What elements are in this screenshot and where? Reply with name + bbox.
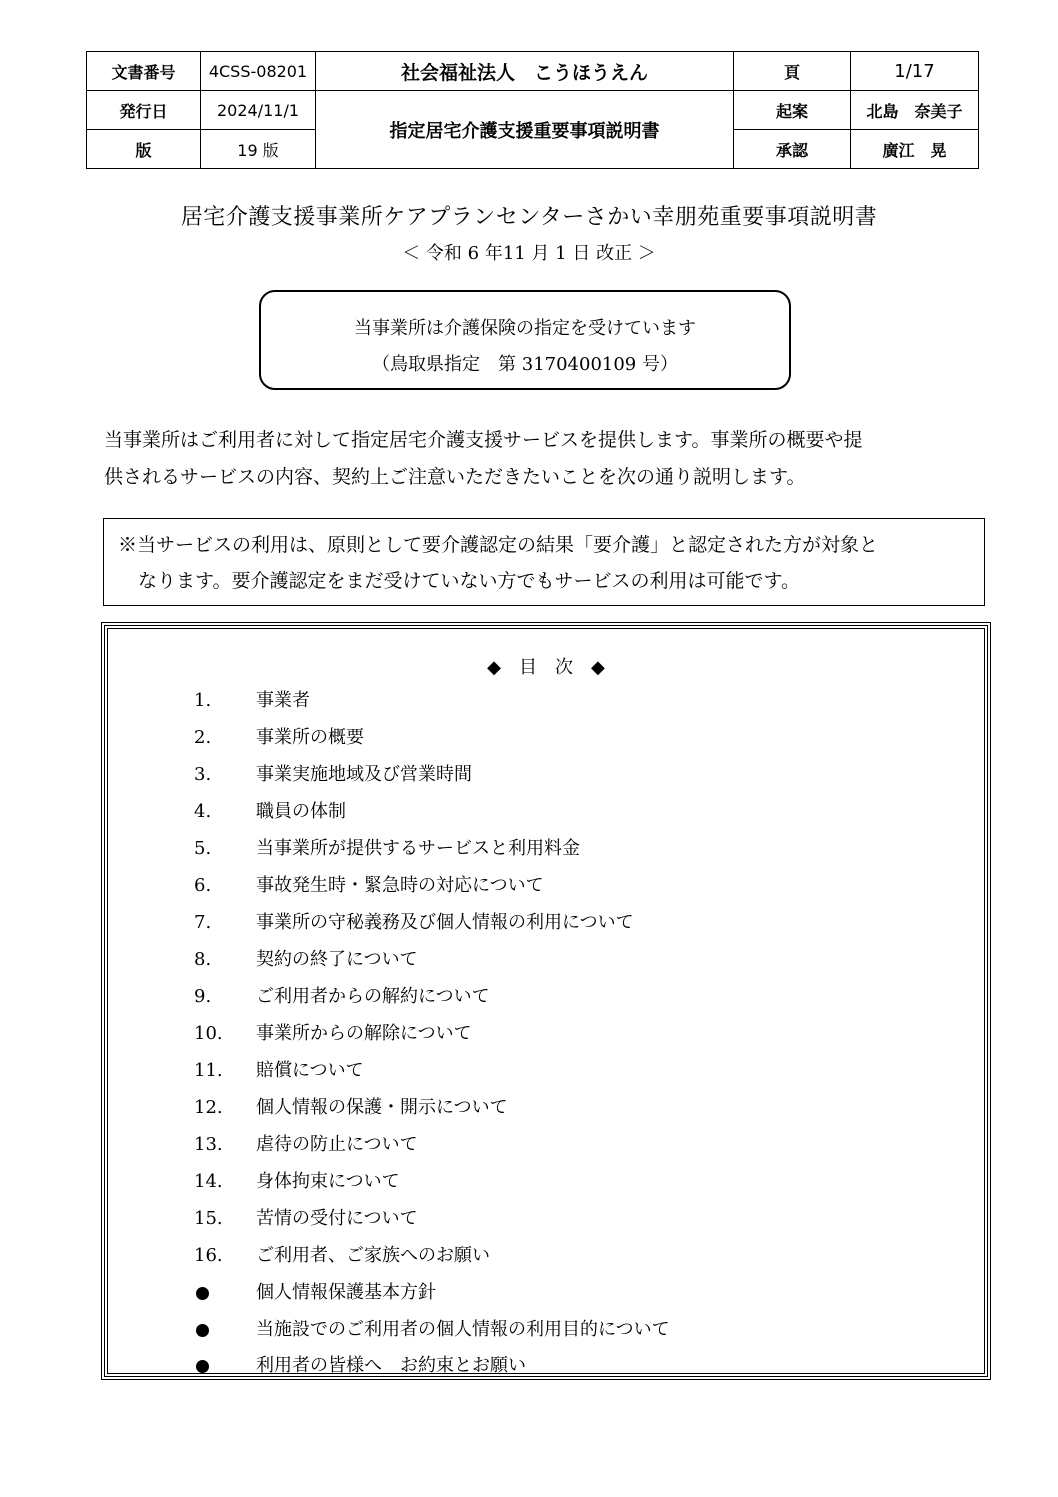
toc-bullet-label: 当施設でのご利用者の個人情報の利用目的について (256, 1319, 670, 1340)
toc-item-number: 7. (194, 912, 212, 933)
toc-item-number: 6. (194, 875, 212, 896)
document-header-table (86, 51, 979, 169)
toc-item-label: 事業実施地域及び営業時間 (256, 764, 472, 785)
toc-item-number: 1. (194, 690, 212, 711)
toc-item-number: 10. (194, 1023, 223, 1044)
toc-item-number: 4. (194, 801, 212, 822)
note-box (103, 518, 985, 606)
bullet-icon (194, 1351, 244, 1383)
toc-item-number: 13. (194, 1134, 223, 1155)
toc-item-number: 12. (194, 1097, 223, 1118)
document-title: 居宅介護支援事業所ケアプランセンターさかい幸朋苑重要事項説明書 (180, 205, 878, 230)
document-name: 指定居宅介護支援重要事項説明書 (316, 91, 734, 169)
toc-item-label: ご利用者からの解約について (256, 986, 490, 1007)
toc-item-number: 15. (194, 1208, 223, 1229)
toc-item-number: 16. (194, 1245, 223, 1266)
revision-date: ＜ 令和 6 年11 月 1 日 改正 ＞ (402, 243, 656, 264)
edition-label: 版 (87, 130, 201, 169)
intro-paragraph (104, 422, 974, 496)
toc-item-number: 14. (194, 1171, 223, 1192)
toc-item-number: 2. (194, 727, 212, 748)
toc-item-number: 3. (194, 764, 212, 785)
page-value: 1/17 (851, 52, 979, 91)
drafter-value: 北島 奈美子 (851, 91, 979, 130)
toc-item-label: 身体拘束について (256, 1171, 400, 1192)
approver-value: 廣江 晃 (851, 130, 979, 169)
toc-item-label: 個人情報の保護・開示について (256, 1097, 508, 1118)
doc-number-value: 4CSS-08201 (201, 52, 316, 91)
page-label: 頁 (734, 52, 851, 91)
note-line-2: なります。要介護認定をまだ受けていない方でもサービスの利用は可能です。 (138, 570, 800, 592)
toc-item-label: 事業所からの解除について (256, 1023, 472, 1044)
toc-item-label: 契約の終了について (256, 949, 418, 970)
designation-line-1: 当事業所は介護保険の指定を受けています (354, 318, 696, 339)
toc-item-number: 9. (194, 986, 212, 1007)
toc-inner-frame (107, 628, 985, 1374)
note-line-1: ※当サービスの利用は、原則として要介護認定の結果「要介護」と認定された方が対象と (118, 534, 879, 556)
toc-item-label: 虐待の防止について (256, 1134, 418, 1155)
toc-item-label: 事業所の守秘義務及び個人情報の利用について (256, 912, 634, 933)
intro-line-2: 供されるサービスの内容、契約上ご注意いただきたいことを次の通り説明します。 (104, 466, 806, 488)
designation-line-2: （鳥取県指定 第 3170400109 号） (372, 354, 678, 375)
issue-date-label: 発行日 (87, 91, 201, 130)
table-of-contents (101, 622, 991, 1380)
doc-number-label: 文書番号 (87, 52, 201, 91)
intro-line-1: 当事業所はご利用者に対して指定居宅介護支援サービスを提供します。事業所の概要や提 (104, 429, 863, 451)
toc-item-label: 職員の体制 (256, 801, 346, 822)
toc-item-label: 賠償について (256, 1060, 364, 1081)
toc-item-label: 事業者 (256, 690, 310, 711)
toc-item-label: 事故発生時・緊急時の対応について (256, 875, 544, 896)
issue-date-value: 2024/11/1 (201, 91, 316, 130)
toc-item-number: 8. (194, 949, 212, 970)
toc-item-label: ご利用者、ご家族へのお願い (256, 1245, 490, 1266)
toc-item-number: 11. (194, 1060, 223, 1081)
toc-bullet-label: 個人情報保護基本方針 (256, 1282, 436, 1303)
toc-item-label: 当事業所が提供するサービスと利用料金 (256, 838, 580, 859)
bullet-icon (194, 1315, 244, 1347)
designation-box (259, 290, 791, 390)
toc-title: ◆ 目 次 ◆ (487, 657, 605, 678)
organization-name: 社会福祉法人 こうほうえん (316, 52, 734, 91)
drafter-label: 起案 (734, 91, 851, 130)
bullet-icon (194, 1278, 244, 1310)
approver-label: 承認 (734, 130, 851, 169)
toc-bullet-label: 利用者の皆様へ お約束とお願い (256, 1355, 526, 1376)
toc-item-label: 苦情の受付について (256, 1208, 418, 1229)
edition-value: 19 版 (201, 130, 316, 169)
toc-item-label: 事業所の概要 (256, 727, 364, 748)
toc-item-number: 5. (194, 838, 212, 859)
